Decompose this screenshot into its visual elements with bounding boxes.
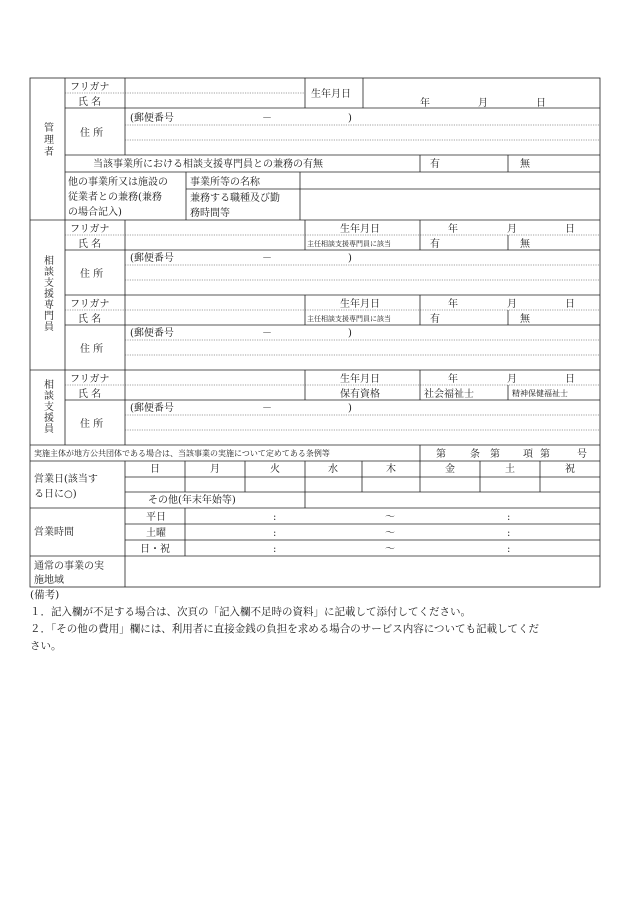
manager-furigana-label: フリガナ xyxy=(70,82,110,93)
manager-dual-no: 無 xyxy=(520,159,530,170)
specialist-1-postal-close: ) xyxy=(348,253,352,264)
specialist-1-furigana-label: フリガナ xyxy=(70,224,110,235)
specialist-1-address-label: 住 所 xyxy=(80,269,104,280)
hours-saturday-tilde: ～ xyxy=(385,528,395,539)
supporter-furigana-label: フリガナ xyxy=(70,374,110,385)
supporter-month-label: 月 xyxy=(507,374,517,385)
manager-office-name: 事業所等の名称 xyxy=(190,177,260,188)
specialist-section-label: 相談支援専門員 xyxy=(41,255,53,332)
supporter-postal-label: (郵便番号 xyxy=(130,403,174,414)
manager-postal-label: (郵便番号 xyxy=(130,113,174,124)
supporter-name-label: 氏 名 xyxy=(78,389,102,400)
specialist-2-address-label: 住 所 xyxy=(80,344,104,355)
specialist-2-chief-no: 無 xyxy=(520,314,530,325)
supporter-day-label: 日 xyxy=(565,374,575,385)
manager-other-duty-1: 他の事業所又は施設の xyxy=(68,177,168,188)
specialist-1-postal-dash: － xyxy=(262,253,272,264)
supporter-address-label: 住 所 xyxy=(80,419,104,430)
manager-other-duty-3: の場合記入) xyxy=(68,207,122,218)
specialist-2-postal-dash: － xyxy=(262,328,272,339)
supporter-postal-dash: － xyxy=(262,403,272,414)
manager-dual-yes: 有 xyxy=(430,159,440,170)
specialist-1-chief-label: 主任相談支援専門員に該当 xyxy=(307,240,391,248)
day-fri: 金 xyxy=(445,464,455,475)
specialist-1-name-label: 氏 名 xyxy=(78,239,102,250)
manager-month-label: 月 xyxy=(478,98,488,109)
notes xyxy=(30,587,595,655)
hours-holiday-tilde: ～ xyxy=(385,544,395,555)
note-item-2: ２．「その他の費用」欄には、利用者に直接金銭の負担を求める場合のサービス内容についても記載してくだ xyxy=(30,623,540,635)
local-gov-article: 第 xyxy=(436,449,446,460)
hours-weekday-colon-2: : xyxy=(507,512,511,523)
manager-postal-close: ) xyxy=(348,113,352,124)
local-gov-clause-unit: 項 xyxy=(523,449,533,460)
specialist-1-birth-label: 生年月日 xyxy=(340,224,380,235)
business-days-label-2: る日に○) xyxy=(34,489,77,500)
day-mon: 月 xyxy=(210,464,220,475)
hours-row-saturday: 土曜 xyxy=(146,528,166,539)
specialist-2-postal-label: (郵便番号 xyxy=(130,328,174,339)
manager-other-duty-2: 従業者との兼務(兼務 xyxy=(68,192,162,203)
hours-row-sunday-holiday: 日・祝 xyxy=(140,544,170,555)
manager-birth-label: 生年月日 xyxy=(311,89,351,100)
specialist-2-chief-yes: 有 xyxy=(430,314,440,325)
local-gov-clause: 第 xyxy=(490,449,500,460)
area-label-2: 施地域 xyxy=(34,575,64,586)
hours-weekday-tilde: ～ xyxy=(385,512,395,523)
manager-dual-question: 当該事業所における相談支援専門員との兼務の有無 xyxy=(93,159,323,170)
specialist-1-month-label: 月 xyxy=(507,224,517,235)
supporter-birth-label: 生年月日 xyxy=(340,374,380,385)
business-days-label-1: 営業日(該当す xyxy=(34,474,98,485)
manager-postal-dash: － xyxy=(262,113,272,124)
specialist-2-year-label: 年 xyxy=(448,299,458,310)
specialist-1-postal-label: (郵便番号 xyxy=(130,253,174,264)
specialist-2-day-label: 日 xyxy=(565,299,575,310)
note-item-1: １．記入欄が不足する場合は、次頁の「記入欄不足時の資料」に記載して添付してください。 xyxy=(30,606,471,618)
manager-name-label: 氏 名 xyxy=(78,97,102,108)
day-tue: 火 xyxy=(270,464,280,475)
supporter-qualification-label: 保有資格 xyxy=(340,389,380,400)
supporter-year-label: 年 xyxy=(448,374,458,385)
supporter-section-label: 相談支援員 xyxy=(41,379,53,434)
hours-holiday-colon-2: : xyxy=(507,544,511,555)
hours-saturday-colon-2: : xyxy=(507,528,511,539)
specialist-2-chief-label: 主任相談支援専門員に該当 xyxy=(307,315,391,323)
specialist-1-chief-no: 無 xyxy=(520,239,530,250)
hours-holiday-colon-1: : xyxy=(273,544,277,555)
day-sat: 土 xyxy=(505,464,515,475)
specialist-2-month-label: 月 xyxy=(507,299,517,310)
manager-year-label: 年 xyxy=(420,98,430,109)
form-border xyxy=(30,78,600,587)
specialist-1-chief-yes: 有 xyxy=(430,239,440,250)
manager-duty-2: 務時間等 xyxy=(190,208,230,219)
hours-saturday-colon-1: : xyxy=(273,528,277,539)
supporter-psych-worker: 精神保健福祉士 xyxy=(512,389,568,398)
business-hours-label: 営業時間 xyxy=(34,527,74,538)
local-gov-text: 実施主体が地方公共団体である場合は、当該事業の実施について定めてある条例等 xyxy=(34,449,330,458)
area-label-1: 通常の事業の実 xyxy=(34,561,104,572)
hours-weekday-colon-1: : xyxy=(273,512,277,523)
specialist-1-year-label: 年 xyxy=(448,224,458,235)
specialist-2-postal-close: ) xyxy=(348,328,352,339)
manager-section-label: 管理者 xyxy=(41,122,53,158)
hours-row-weekday: 平日 xyxy=(146,512,166,523)
local-gov-article-unit: 条 xyxy=(470,449,480,460)
specialist-2-name-label: 氏 名 xyxy=(78,314,102,325)
specialist-2-furigana-label: フリガナ xyxy=(70,299,110,310)
supporter-postal-close: ) xyxy=(348,403,352,414)
local-gov-item: 第 xyxy=(540,449,550,460)
specialist-1-day-label: 日 xyxy=(565,224,575,235)
notes-heading: (備考) xyxy=(30,589,60,601)
day-hol: 祝 xyxy=(565,464,575,475)
specialist-2-birth-label: 生年月日 xyxy=(340,299,380,310)
note-item-2-continued: さい。 xyxy=(30,640,62,652)
local-gov-item-unit: 号 xyxy=(577,449,587,460)
manager-address-label: 住 所 xyxy=(80,128,104,139)
manager-day-label: 日 xyxy=(536,98,546,109)
day-sun: 日 xyxy=(150,464,160,475)
day-thu: 木 xyxy=(386,464,396,475)
supporter-social-worker: 社会福祉士 xyxy=(424,389,474,400)
day-wed: 水 xyxy=(328,464,338,475)
manager-duty-1: 兼務する職種及び勤 xyxy=(190,193,280,204)
business-days-other: その他(年末年始等) xyxy=(148,495,236,506)
